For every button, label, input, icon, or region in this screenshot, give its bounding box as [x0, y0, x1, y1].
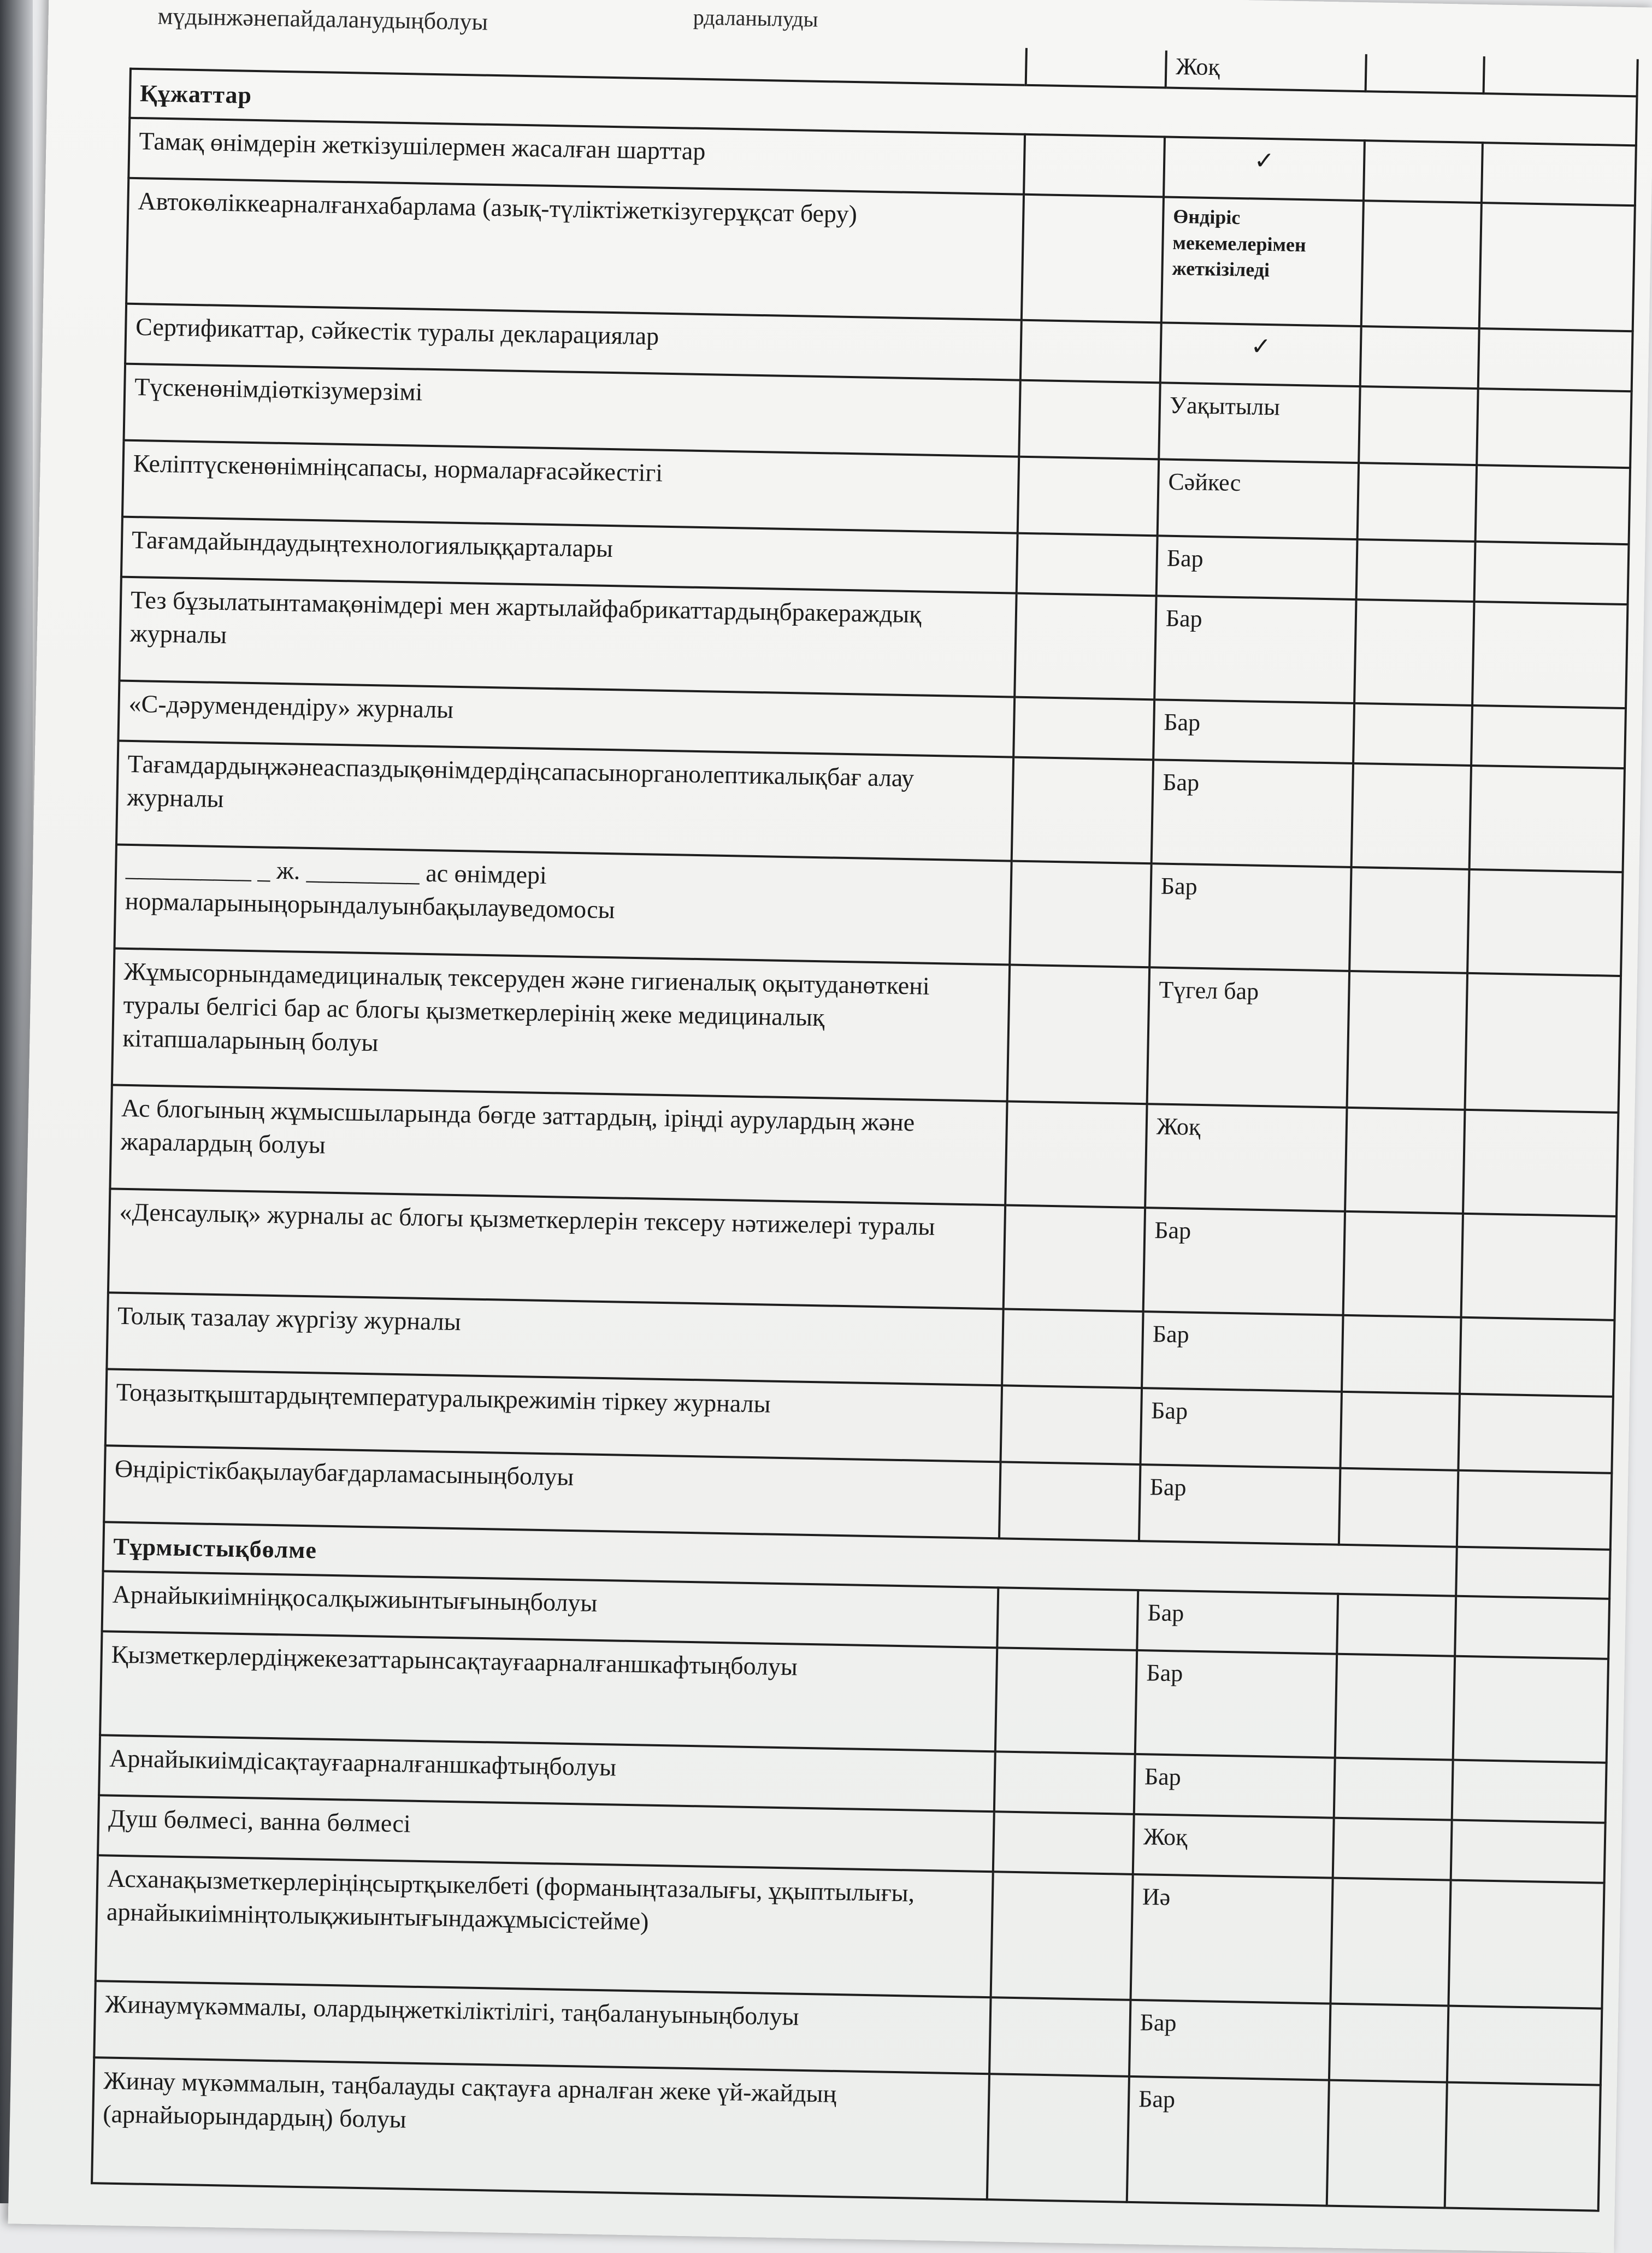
- row-value: Бар: [1152, 760, 1353, 867]
- row-value: Жоқ: [1145, 1104, 1347, 1211]
- row-value: Бар: [1135, 1650, 1337, 1758]
- header-value: Жоқ: [1166, 50, 1366, 91]
- check-mark: ✓: [1164, 137, 1365, 201]
- row-value: Сәйкес: [1158, 460, 1359, 540]
- row-value: Бар: [1154, 596, 1356, 703]
- table-row: [112, 949, 1621, 1113]
- row-label: «Денсаулық» журналы ас блогы қызметкерлерін тексеру нәтижелері туралы: [108, 1189, 1005, 1309]
- header-fragment-2: рдаланылуды: [693, 4, 818, 32]
- row-label: Қызметкерлердіңжекезаттарынсақтауғаарналғаншкафтыңболуы: [100, 1632, 997, 1752]
- section-title: Құжаттар: [129, 69, 1637, 146]
- row-value: Бар: [1149, 863, 1351, 971]
- row-value: Бар: [1153, 699, 1354, 763]
- row-label: Жұмысорнындамедициналық тексеруден және гигиеналық оқытуданөткені туралы белгісі бар ас блогы қызметкерлерінің жеке медициналық кітапшаларының болуы: [112, 949, 1010, 1102]
- row-label: Тағамдардыңжәнеаспаздықөнімдердіңсапасынорганолептикалықбағ алау журналы: [116, 741, 1013, 861]
- checklist-table: [91, 32, 1639, 2212]
- row-value: Бар: [1142, 1311, 1343, 1392]
- check-mark: ✓: [1160, 323, 1361, 387]
- row-value: Бар: [1140, 1388, 1342, 1468]
- row-label: __________ _ ж. _________ ас өнімдері нормаларыныңорындалуынбақылауведомосы: [114, 845, 1011, 965]
- section-title: Тұрмыстықбөлме: [103, 1522, 1457, 1596]
- document-page: [8, 0, 1652, 2253]
- table-row: [92, 2057, 1601, 2211]
- row-label: «С-дәрумендендіру» журналы: [118, 681, 1014, 757]
- row-value: Иә: [1131, 1874, 1333, 2004]
- row-label: Душ бөлмесі, ванна бөлмесі: [98, 1795, 994, 1872]
- row-label: Арнайыкиімніңқосалқыжиынтығыныңболуы: [102, 1572, 999, 1648]
- row-value: Уақытылы: [1159, 383, 1360, 463]
- row-label: Түскенөнімдіөткізумерзімі: [124, 364, 1020, 457]
- row-label: Тамақ өнімдерін жеткізушілермен жасалған шарттар: [128, 118, 1025, 195]
- row-label: Келіптүскенөнімніңсапасы, нормаларғасәйкестігі: [122, 440, 1019, 533]
- row-value: Жоқ: [1133, 1814, 1334, 1878]
- row-label: Тағамдайындаудыңтехнологиялыққарталары: [121, 517, 1018, 593]
- row-value: Бар: [1129, 2000, 1331, 2080]
- row-value: Өндіріс мекемелерімен жеткізіледі: [1161, 197, 1364, 327]
- row-value: Бар: [1137, 1590, 1338, 1654]
- row-label: Арнайыкиімдісақтауғаарналғаншкафтыңболуы: [99, 1735, 995, 1811]
- row-label: Тез бұзылатынтамақөнімдері мен жартылайфабрикаттардыңбракераждық журналы: [119, 577, 1016, 697]
- row-value: Түгел бар: [1147, 967, 1350, 1108]
- row-value: Бар: [1139, 1464, 1341, 1545]
- row-value: Бар: [1157, 536, 1358, 600]
- row-value: Бар: [1134, 1754, 1335, 1818]
- row-label: Толық тазалау жүргізу журналы: [107, 1293, 1003, 1386]
- row-value: Бар: [1127, 2076, 1329, 2206]
- row-label: Тоңазытқыштардыңтемпературалықрежимін тіркеу журналы: [105, 1369, 1002, 1462]
- row-label: Автокөліккеарналғанхабарлама (азық-түліктіжеткізугерұқсат беру): [126, 178, 1024, 320]
- row-label: Өндірістікбақылаубағдарламасыныңболуы: [104, 1445, 1000, 1538]
- row-label: Асханақызметкерлеріңіңсыртқыкелбеті (форманыңтазалығы, ұқыптылығы, арнайыкиімніңтолықжиынтығындажұмысістейме): [96, 1855, 993, 1997]
- row-value: Бар: [1143, 1208, 1345, 1315]
- row-label: Сертификаттар, сәйкестік туралы декларациялар: [125, 304, 1022, 380]
- row-label: Жинау мүкәммалын, таңбалауды сақтауға арналған жеке үй-жайдың (арнайыорындардың) болуы: [92, 2057, 989, 2199]
- row-label: Ас блогының жұмысшыларында бөгде заттардың, іріңді аурулардың және жаралардың болуы: [110, 1085, 1007, 1205]
- row-label: Жинаумүкәммалы, олардыңжеткіліктілігі, таңбалануыныңболуы: [94, 1981, 990, 2074]
- header-fragment: мүдынжәнепайдаланудыңболуы: [157, 2, 488, 36]
